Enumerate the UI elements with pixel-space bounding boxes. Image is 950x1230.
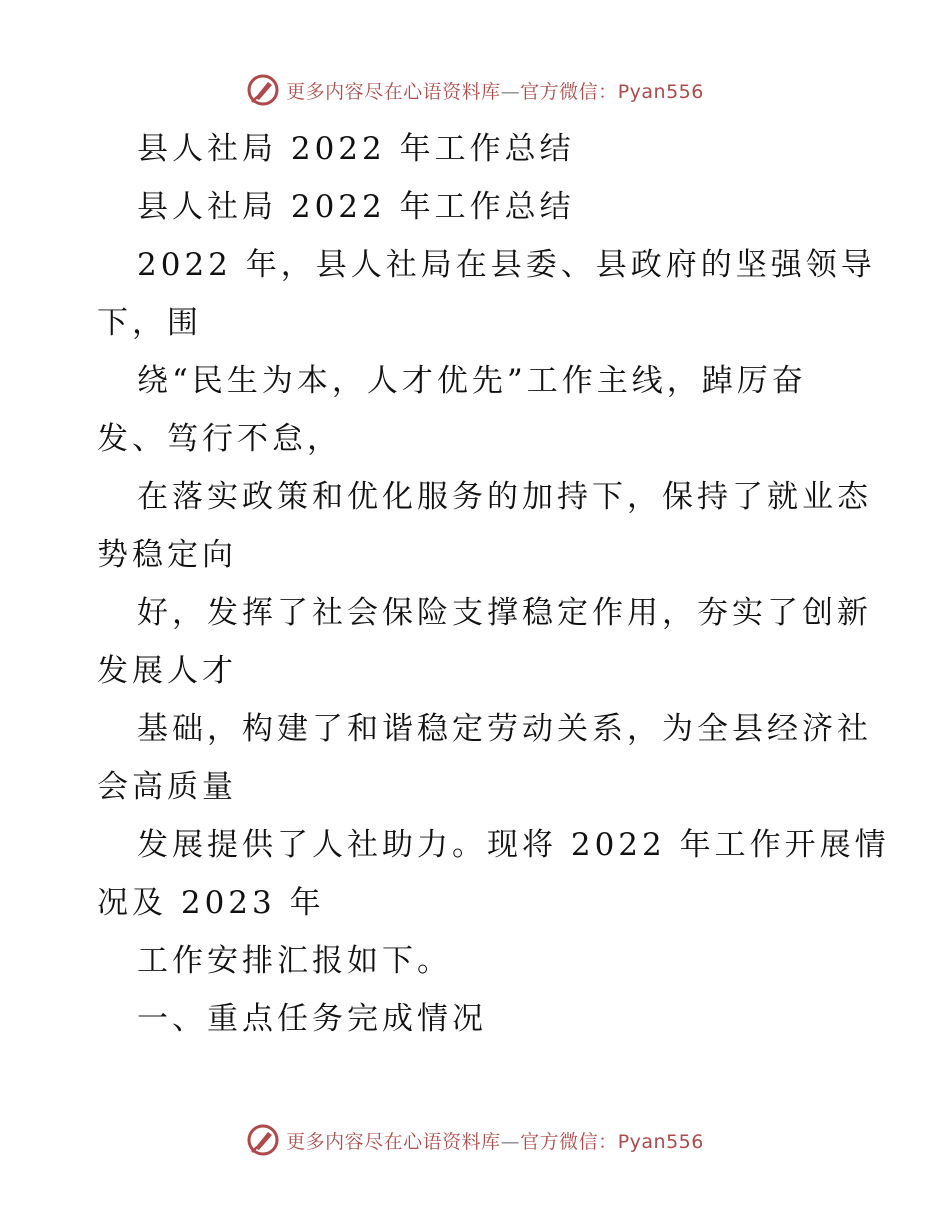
text-line: 发展人才 [97,653,237,689]
text-line: 2022 年，县人社局在县委、县政府的坚强领导 [137,247,876,283]
text-line: 况及 2023 年 [97,885,325,921]
quill-logo-icon [246,1123,280,1157]
watermark-text: 更多内容尽在心语资料库—官方微信：Pyan556 [286,1130,704,1153]
text-line: 工作安排汇报如下。 [137,943,452,979]
text-line: 好，发挥了社会保险支撑稳定作用，夯实了创新 [137,595,872,631]
text-line: 发展提供了人社助力。现将 2022 年工作开展情 [137,827,890,863]
text-line: 县人社局 2022 年工作总结 [137,189,575,225]
text-line: 基础，构建了和谐稳定劳动关系，为全县经济社 [137,711,872,747]
text-line: 在落实政策和优化服务的加持下，保持了就业态 [137,479,872,515]
text-line: 绕“民生为本，人才优先”工作主线，踔厉奋 [137,363,807,399]
text-line: 县人社局 2022 年工作总结 [137,131,575,167]
text-line: 会高质量 [97,769,237,805]
quill-logo-icon [246,73,280,107]
document-body [97,120,890,1048]
text-line: 发、笃行不怠， [97,421,342,457]
footer-watermark [0,1120,950,1160]
text-line: 势稳定向 [97,537,237,573]
watermark-text: 更多内容尽在心语资料库—官方微信：Pyan556 [286,80,704,103]
header-watermark [0,70,950,110]
text-line: 一、重点任务完成情况 [137,1001,487,1037]
text-line: 下，围 [97,305,202,341]
